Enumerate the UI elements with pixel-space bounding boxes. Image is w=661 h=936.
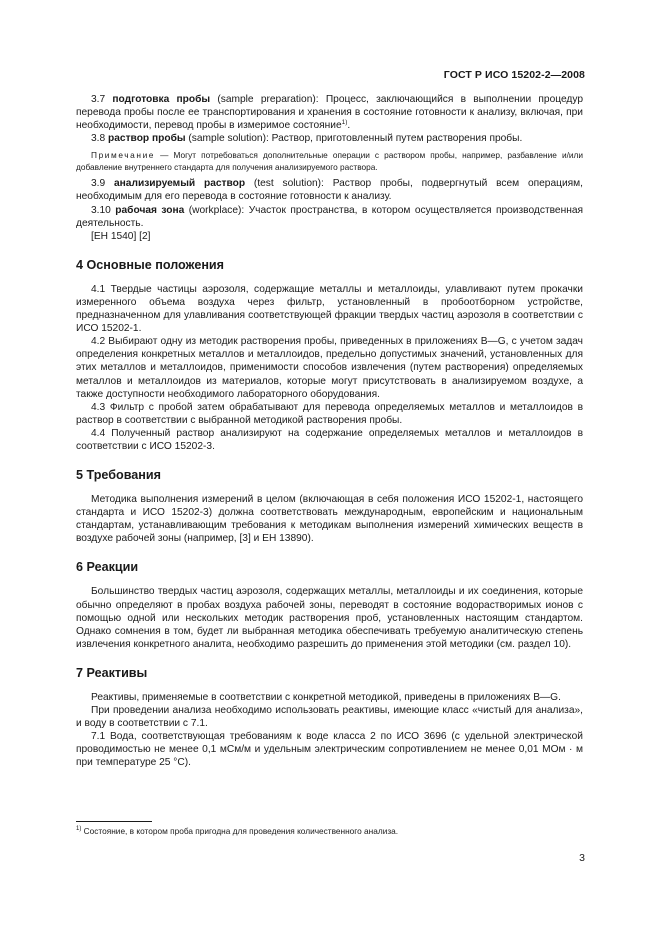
footnote-divider bbox=[76, 821, 152, 822]
section-5-heading: 5 Требования bbox=[76, 468, 161, 483]
definition-3-7: 3.7 подготовка пробы (sample preparation): Процесс, заключающийся в выполнении процедур перевода пробы после ее транспортирования и хранения в состояние готовности к анализу, включая, при необходимости, перевод пробы в измеримое состояние$^{1)}$. bbox=[76, 94, 583, 132]
paragraph-7-1: 7.1 Вода, соответствующая требованиям к воде класса 2 по ИСО 3696 (с удельной электрической проводимостью не менее 0,1 мСм/м и удельным электрическим сопротивлением не менее 0,01 МОм · м при температуре 25 °С). bbox=[76, 731, 583, 769]
reference: [ЕН 1540] [2] bbox=[91, 230, 151, 242]
section-6-heading: 6 Реакции bbox=[76, 560, 139, 575]
term: рабочая зона bbox=[115, 204, 185, 216]
definition-3-9: 3.9 анализируемый раствор (test solution): Раствор пробы, подвергнутый всем операциям, необходимым для его перевода в состояние готовности к анализу. bbox=[76, 178, 583, 203]
definition-3-10: 3.10 рабочая зона (workplace): Участок пространства, в котором осуществляется производственная деятельность. bbox=[76, 204, 584, 229]
definition-3-8: 3.8 раствор пробы (sample solution): Раствор, приготовленный путем растворения пробы. bbox=[91, 133, 523, 145]
paragraph-5: Методика выполнения измерений в целом (включающая в себя положения ИСО 15202-1, настоящего стандарта и ИСО 15202-3) должна соответствовать международным, европейским и национальным стандартам, устанавливающим требования к методикам выполнения измерений химических веществ в воздухе рабочей зоны (например, [3] и ЕН 13890). bbox=[76, 494, 583, 545]
paragraph-4-1: 4.1 Твердые частицы аэрозоля, содержащие металлы и металлоиды, улавливают путем прокачки измеренного объема воздуха через фильтр, установленный в пробоотборном устройстве, предназначенном для улавливания соответствующей фракции твердых частиц аэрозоля в соответствии с ИСО 15202-1. bbox=[76, 283, 583, 335]
term: раствор пробы bbox=[108, 133, 186, 145]
paragraph-4-4: 4.4 Полученный раствор анализируют на содержание определяемых металлов и металлоидов в соответствии с ИСО 15202-3. bbox=[76, 427, 583, 452]
section-4-heading: 4 Основные положения bbox=[76, 257, 225, 272]
paragraph-7-intro: Реактивы, применяемые в соответствии с конкретной методикой, приведены в приложениях В—G. bbox=[91, 691, 561, 703]
page-number: 3 bbox=[579, 852, 585, 864]
paragraph-6: Большинство твердых частиц аэрозоля, содержащих металлы, металлоиды и их соединения, которые обычно определяют в пробах воздуха рабочей зоны, переводят в состояние водорастворимых ионов с помощью одной или нескольких методик растворения проб, установленных настоящим стандартом. Однако сомнения в том, будет ли выбранная методика обеспечивать требуемую аналитическую степень извлечения конкретного аналита, необходимо разрешить до применения этой методики (см. раздел 10). bbox=[76, 586, 583, 650]
document-body bbox=[76, 93, 583, 769]
footnote: $^{1)}$ Состояние, в котором проба пригодна для проведения количественного анализа. bbox=[76, 826, 399, 836]
paragraph-4-2: 4.2 Выбирают одну из методик растворения пробы, приведенных в приложениях В—G, с учетом задач определения конкретных металлов и металлоидов, предельно допустимых значений, установленных для этих металлов и металлоидов, применимости способов извлечения (путем растворения) определяемых металлов и металлоидов из материалов, которые могут присутствовать в анализируемом воздухе, а также доступности необходимого лабораторного оборудования. bbox=[76, 336, 583, 400]
section-7-heading: 7 Реактивы bbox=[76, 665, 148, 680]
paragraph-7-reagents: При проведении анализа необходимо использовать реактивы, имеющие класс «чистый для анализа», и воду в соответствии с 7.1. bbox=[76, 705, 583, 730]
note-label: Примечание bbox=[91, 150, 156, 161]
paragraph-4-3: 4.3 Фильтр с пробой затем обрабатывают для перевода определяемых металлов и металлоидов в раствор в соответствии с выбранной методикой растворения пробы. bbox=[76, 401, 583, 426]
note: Примечание — Могут потребоваться дополнительные операции с раствором пробы, например, разбавление и/или добавление внутреннего стандарта для получения анализируемого раствора. bbox=[76, 150, 584, 173]
footnote-mark: 1) bbox=[76, 826, 82, 832]
document-header: ГОСТ Р ИСО 15202-2—2008 bbox=[443, 69, 585, 81]
term: анализируемый раствор bbox=[113, 178, 246, 190]
term: подготовка пробы bbox=[112, 94, 211, 105]
